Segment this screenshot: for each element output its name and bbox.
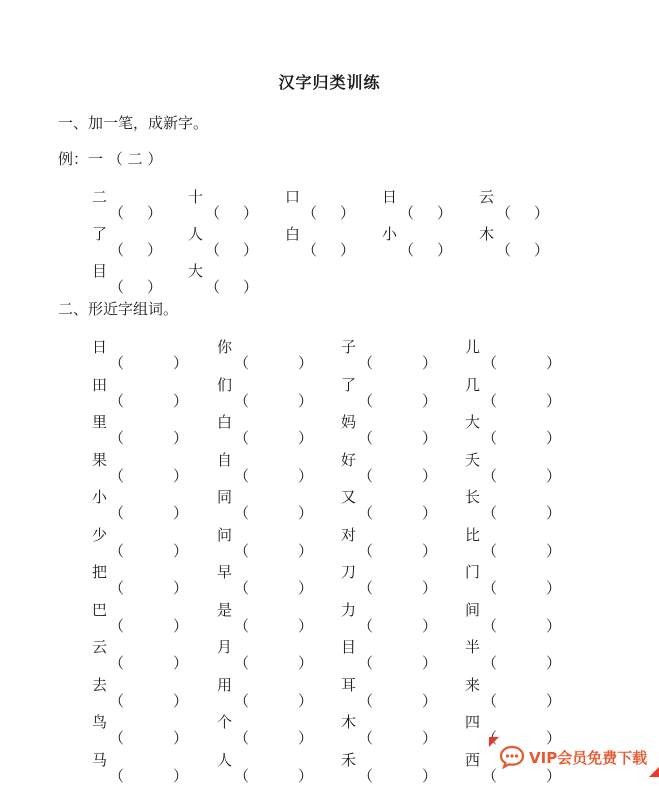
add-stroke-item: [382, 223, 453, 259]
word-group-item: [465, 486, 562, 522]
open-paren: （: [109, 767, 125, 785]
word-group-item: [341, 411, 438, 447]
word-group-item: [92, 636, 189, 672]
close-paren: ）: [173, 467, 189, 485]
close-paren: ）: [546, 429, 562, 447]
open-paren: （: [109, 729, 125, 747]
section1-heading: 一、加一笔，成新字。: [58, 114, 209, 132]
word-group-item: [217, 561, 314, 597]
open-paren: （: [302, 241, 318, 259]
add-stroke-item: [92, 186, 163, 222]
open-paren: （: [358, 467, 374, 485]
base-character: 云: [479, 188, 495, 206]
close-paren: ）: [298, 504, 314, 522]
similar-character: 问: [217, 526, 233, 544]
word-group-item: [92, 561, 189, 597]
word-group-item: [217, 411, 314, 447]
word-group-item: [217, 374, 314, 410]
word-group-item: [217, 449, 314, 485]
base-character: 口: [285, 188, 301, 206]
open-paren: （: [302, 204, 318, 222]
close-paren: ）: [437, 241, 453, 259]
close-paren: ）: [422, 429, 438, 447]
word-group-item: [92, 486, 189, 522]
open-paren: （: [109, 392, 125, 410]
similar-character: 妈: [341, 413, 357, 431]
open-paren: （: [358, 504, 374, 522]
close-paren: ）: [422, 504, 438, 522]
example-close-paren: ）: [142, 150, 163, 168]
open-paren: （: [358, 392, 374, 410]
similar-character: 大: [465, 413, 481, 431]
add-stroke-item: [188, 186, 259, 222]
open-paren: （: [399, 204, 415, 222]
open-paren: （: [234, 542, 250, 560]
page-title: 汉字归类训练: [278, 73, 381, 92]
vip-watermark[interactable]: [489, 737, 659, 777]
similar-character: 禾: [341, 751, 357, 769]
close-paren: ）: [422, 392, 438, 410]
similar-character: 云: [92, 638, 108, 656]
base-character: 木: [479, 225, 495, 243]
watermark-corner-mark-2: [649, 767, 659, 777]
similar-character: 间: [465, 601, 481, 619]
open-paren: （: [358, 579, 374, 597]
similar-character: 几: [465, 376, 481, 394]
word-group-item: [341, 674, 438, 710]
word-group-item: [217, 711, 314, 747]
open-paren: （: [496, 241, 512, 259]
close-paren: ）: [546, 729, 562, 747]
open-paren: （: [482, 467, 498, 485]
close-paren: ）: [546, 354, 562, 372]
close-paren: ）: [173, 392, 189, 410]
word-group-item: [92, 711, 189, 747]
open-paren: （: [205, 204, 221, 222]
similar-character: 了: [341, 376, 357, 394]
base-character: 大: [188, 262, 204, 280]
similar-character: 个: [217, 713, 233, 731]
close-paren: ）: [422, 767, 438, 785]
close-paren: ）: [147, 204, 163, 222]
watermark-text: VIP会员免费下载: [529, 749, 648, 767]
similar-character: 们: [217, 376, 233, 394]
word-group-item: [465, 336, 562, 372]
open-paren: （: [109, 542, 125, 560]
example-label: 例：: [58, 150, 89, 168]
add-stroke-item: [382, 186, 453, 222]
similar-character: 里: [92, 413, 108, 431]
example-answer: 二: [127, 150, 143, 168]
close-paren: ）: [546, 579, 562, 597]
base-character: 小: [382, 225, 398, 243]
open-paren: （: [234, 654, 250, 672]
open-paren: （: [482, 354, 498, 372]
similar-character: 人: [217, 751, 233, 769]
open-paren: （: [109, 579, 125, 597]
similar-character: 你: [217, 338, 233, 356]
similar-character: 同: [217, 488, 233, 506]
similar-character: 四: [465, 713, 481, 731]
word-group-item: [341, 336, 438, 372]
close-paren: ）: [173, 692, 189, 710]
close-paren: ）: [340, 204, 356, 222]
word-group-item: [217, 749, 314, 785]
open-paren: （: [109, 241, 125, 259]
open-paren: （: [496, 204, 512, 222]
close-paren: ）: [534, 204, 550, 222]
open-paren: （: [234, 504, 250, 522]
close-paren: ）: [298, 654, 314, 672]
similar-character: 少: [92, 526, 108, 544]
close-paren: ）: [546, 392, 562, 410]
similar-character: 儿: [465, 338, 481, 356]
close-paren: ）: [173, 354, 189, 372]
similar-character: 白: [217, 413, 233, 431]
open-paren: （: [482, 504, 498, 522]
similar-character: 去: [92, 676, 108, 694]
open-paren: （: [482, 767, 498, 785]
add-stroke-item: [285, 186, 356, 222]
open-paren: （: [358, 654, 374, 672]
open-paren: （: [109, 692, 125, 710]
word-group-item: [341, 449, 438, 485]
chat-bubble-icon: [499, 745, 525, 769]
similar-character: 来: [465, 676, 481, 694]
close-paren: ）: [422, 617, 438, 635]
word-group-item: [465, 524, 562, 560]
similar-character: 门: [465, 563, 481, 581]
add-stroke-item: [188, 260, 259, 296]
close-paren: ）: [422, 467, 438, 485]
close-paren: ）: [546, 542, 562, 560]
close-paren: ）: [173, 617, 189, 635]
similar-character: 木: [341, 713, 357, 731]
similar-character: 巴: [92, 601, 108, 619]
word-group-item: [217, 524, 314, 560]
close-paren: ）: [422, 729, 438, 747]
open-paren: （: [109, 278, 125, 296]
word-group-item: [465, 599, 562, 635]
close-paren: ）: [147, 278, 163, 296]
similar-character: 马: [92, 751, 108, 769]
add-stroke-item: [92, 223, 163, 259]
base-character: 白: [285, 225, 301, 243]
close-paren: ）: [422, 542, 438, 560]
close-paren: ）: [298, 542, 314, 560]
word-group-item: [341, 636, 438, 672]
section2-heading: 二、形近字组词。: [58, 300, 179, 318]
word-group-item: [465, 711, 562, 747]
open-paren: （: [234, 354, 250, 372]
open-paren: （: [234, 429, 250, 447]
close-paren: ）: [243, 278, 259, 296]
close-paren: ）: [546, 767, 562, 785]
similar-character: 果: [92, 451, 108, 469]
open-paren: （: [234, 617, 250, 635]
open-paren: （: [399, 241, 415, 259]
open-paren: （: [109, 429, 125, 447]
word-group-item: [217, 599, 314, 635]
close-paren: ）: [147, 241, 163, 259]
close-paren: ）: [298, 617, 314, 635]
similar-character: 把: [92, 563, 108, 581]
word-group-item: [465, 636, 562, 672]
open-paren: （: [234, 467, 250, 485]
open-paren: （: [234, 692, 250, 710]
open-paren: （: [234, 579, 250, 597]
base-character: 了: [92, 225, 108, 243]
word-group-item: [341, 561, 438, 597]
close-paren: ）: [298, 729, 314, 747]
word-group-item: [217, 486, 314, 522]
similar-character: 西: [465, 751, 481, 769]
add-stroke-item: [479, 223, 550, 259]
add-stroke-item: [188, 223, 259, 259]
example-open-paren: （: [103, 150, 128, 168]
open-paren: （: [109, 617, 125, 635]
word-group-item: [92, 336, 189, 372]
similar-character: 小: [92, 488, 108, 506]
similar-character: 日: [92, 338, 108, 356]
close-paren: ）: [173, 767, 189, 785]
word-group-item: [92, 674, 189, 710]
close-paren: ）: [534, 241, 550, 259]
close-paren: ）: [173, 579, 189, 597]
similar-character: 刀: [341, 563, 357, 581]
close-paren: ）: [422, 579, 438, 597]
word-group-item: [341, 711, 438, 747]
open-paren: （: [358, 542, 374, 560]
similar-character: 鸟: [92, 713, 108, 731]
open-paren: （: [358, 767, 374, 785]
word-group-item: [217, 336, 314, 372]
close-paren: ）: [422, 692, 438, 710]
close-paren: ）: [298, 467, 314, 485]
open-paren: （: [358, 729, 374, 747]
close-paren: ）: [298, 767, 314, 785]
word-group-item: [92, 749, 189, 785]
close-paren: ）: [298, 692, 314, 710]
similar-character: 夭: [465, 451, 481, 469]
open-paren: （: [109, 654, 125, 672]
add-stroke-item: [92, 260, 163, 296]
close-paren: ）: [173, 729, 189, 747]
open-paren: （: [234, 392, 250, 410]
word-group-item: [465, 561, 562, 597]
word-group-item: [465, 374, 562, 410]
close-paren: ）: [340, 241, 356, 259]
close-paren: ）: [173, 429, 189, 447]
word-group-item: [92, 374, 189, 410]
base-character: 十: [188, 188, 204, 206]
close-paren: ）: [173, 542, 189, 560]
open-paren: （: [109, 504, 125, 522]
close-paren: ）: [173, 654, 189, 672]
word-group-item: [341, 599, 438, 635]
example-char: 一: [88, 150, 104, 168]
word-group-item: [92, 599, 189, 635]
close-paren: ）: [546, 617, 562, 635]
open-paren: （: [234, 767, 250, 785]
open-paren: （: [482, 692, 498, 710]
similar-character: 用: [217, 676, 233, 694]
similar-character: 是: [217, 601, 233, 619]
word-group-item: [92, 524, 189, 560]
similar-character: 田: [92, 376, 108, 394]
word-group-item: [341, 374, 438, 410]
open-paren: （: [482, 392, 498, 410]
similar-character: 又: [341, 488, 357, 506]
word-group-item: [341, 749, 438, 785]
similar-character: 目: [341, 638, 357, 656]
close-paren: ）: [298, 429, 314, 447]
similar-character: 比: [465, 526, 481, 544]
base-character: 人: [188, 225, 204, 243]
word-group-item: [465, 674, 562, 710]
close-paren: ）: [298, 354, 314, 372]
word-group-item: [217, 636, 314, 672]
open-paren: （: [109, 204, 125, 222]
close-paren: ）: [173, 504, 189, 522]
word-group-item: [217, 674, 314, 710]
word-group-item: [92, 411, 189, 447]
example-line: [58, 148, 162, 169]
similar-character: 长: [465, 488, 481, 506]
similar-character: 好: [341, 451, 357, 469]
close-paren: ）: [243, 241, 259, 259]
similar-character: 自: [217, 451, 233, 469]
watermark-corner-mark: [489, 737, 499, 747]
base-character: 目: [92, 262, 108, 280]
similar-character: 早: [217, 563, 233, 581]
base-character: 日: [382, 188, 398, 206]
close-paren: ）: [437, 204, 453, 222]
similar-character: 子: [341, 338, 357, 356]
word-group-item: [92, 449, 189, 485]
similar-character: 耳: [341, 676, 357, 694]
open-paren: （: [482, 542, 498, 560]
open-paren: （: [482, 579, 498, 597]
open-paren: （: [358, 617, 374, 635]
open-paren: （: [482, 654, 498, 672]
word-group-item: [341, 486, 438, 522]
close-paren: ）: [546, 467, 562, 485]
open-paren: （: [358, 692, 374, 710]
similar-character: 对: [341, 526, 357, 544]
word-group-item: [465, 449, 562, 485]
open-paren: （: [234, 729, 250, 747]
close-paren: ）: [243, 204, 259, 222]
close-paren: ）: [546, 692, 562, 710]
close-paren: ）: [546, 504, 562, 522]
open-paren: （: [482, 617, 498, 635]
close-paren: ）: [298, 579, 314, 597]
open-paren: （: [205, 278, 221, 296]
close-paren: ）: [546, 654, 562, 672]
base-character: 二: [92, 188, 108, 206]
close-paren: ）: [422, 354, 438, 372]
open-paren: （: [205, 241, 221, 259]
similar-character: 半: [465, 638, 481, 656]
similar-character: 月: [217, 638, 233, 656]
open-paren: （: [109, 354, 125, 372]
open-paren: （: [109, 467, 125, 485]
similar-character: 力: [341, 601, 357, 619]
close-paren: ）: [298, 392, 314, 410]
open-paren: （: [482, 429, 498, 447]
word-group-item: [465, 411, 562, 447]
add-stroke-item: [285, 223, 356, 259]
close-paren: ）: [422, 654, 438, 672]
word-group-item: [341, 524, 438, 560]
add-stroke-item: [479, 186, 550, 222]
open-paren: （: [482, 729, 498, 747]
open-paren: （: [358, 354, 374, 372]
open-paren: （: [358, 429, 374, 447]
